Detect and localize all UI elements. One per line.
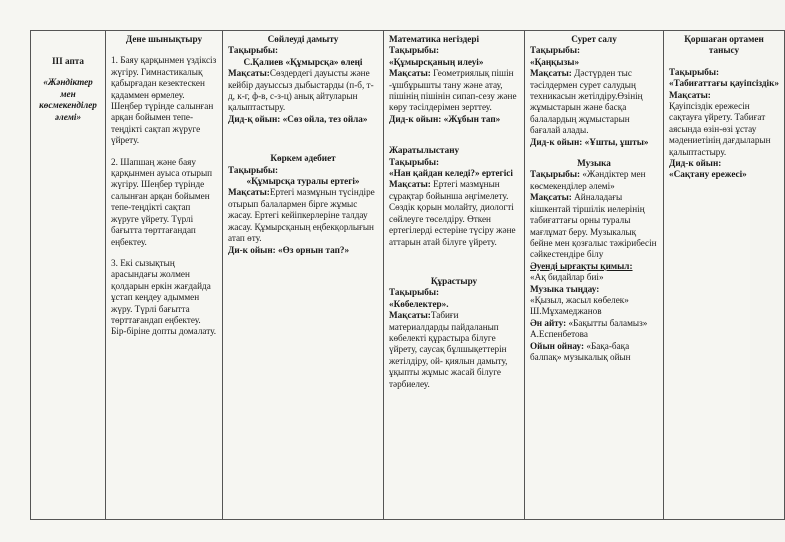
goal-text: Ертегі мазмұнын түсіндіре отырып балалармен бірге жұмыс жасау. Ертегі кейіпкерлеріне талдау жасау. Құмырсқаның еңбекқорлығын атап өту.: [228, 187, 375, 244]
song-label: Ән айту:: [530, 317, 567, 328]
game-text: «Сақтану ережесі»: [669, 169, 747, 180]
goal-label: Мақсаты:: [389, 310, 431, 321]
topic-text: «Жәндіктер мен көсмекенділер әлемі»: [530, 169, 646, 191]
game-text: «Жұбын тап»: [443, 113, 501, 124]
physical-education-cell: [106, 31, 223, 520]
exercise-3: 3. Екі сызықтың арасындағы жолмен қолдарын еркін жағдайда ұстап кеңдеу адыммен жүру. Түрлі бағытта төрттағандап еңбектеу.: [111, 257, 211, 325]
game-label: Ойын ойнау:: [530, 340, 585, 351]
topic-label: Тақырыбы:: [530, 169, 581, 180]
topic-text: «Табиғаттағы қауіпсіздік»: [669, 78, 779, 89]
game-text: «Өз орнын тап?»: [277, 244, 350, 255]
topic-label: Тақырыбы:: [530, 45, 581, 56]
environment-cell: [664, 31, 785, 520]
subject-title: Сурет салу: [571, 34, 617, 44]
art-music-cell: [525, 31, 664, 520]
topic-text: С.Қалиев «Құмырсқа» өлеңі: [243, 56, 363, 67]
topic-text: «Құмырсқа туралы ертегі»: [246, 176, 360, 187]
song-text: «Бақытты баламыз» А.Еспенбетова: [530, 317, 648, 340]
topic-label: Тақырыбы:: [389, 156, 440, 167]
dance-text: «Ақ бидайлар биі»: [530, 272, 604, 283]
week-cell: [31, 31, 106, 520]
topic-label: Тақырыбы:: [389, 45, 440, 56]
goal-label: Мақсаты:: [389, 179, 431, 190]
subject-title: Сөйлеуді дамыту: [267, 34, 339, 44]
week-label: III апта: [51, 56, 84, 66]
game-text: «Ұшты, ұшты»: [584, 136, 649, 147]
topic-label: Тақырыбы:: [669, 66, 720, 77]
listen-label: Музыка тыңдау:: [530, 283, 600, 294]
subject-title: Математика негіздері: [389, 34, 480, 44]
topic-text: «Қаңқызы»: [530, 56, 580, 67]
exercise-1: 1. Баяу қарқынмен үздіксіз жүгіру. Гимнастикалық қабырғадан кезектескен қадаммен өрмелеу. Шеңбер түрінде салынған арқан бойымен тепе-теңдікті сақтап жүруге үйрету.: [111, 55, 217, 146]
topic-label: Тақырыбы:: [228, 164, 279, 175]
goal-label: Мақсаты:: [228, 187, 270, 198]
topic-label: Тақырыбы:: [389, 287, 440, 298]
listen-text: «Қызыл, жасыл көбелек»: [530, 294, 629, 305]
subject-title: Дене шынықтыру: [125, 34, 203, 44]
goal-text: Дәстүрден тыс тәсілдермен сурет салудың техникасын жетілдіру.Өзінің жұмыстарын және басқа балалардың жұмыстарын бағалай алады.: [530, 68, 643, 136]
topic-label: Тақырыбы:: [228, 45, 279, 56]
speech-literature-cell: [223, 31, 384, 520]
game-text: «Бақа-бақа балпақ» музыкалық ойын: [530, 340, 631, 362]
topic-text: «Көбелектер».: [389, 298, 449, 309]
math-science-cell: [384, 31, 525, 520]
goal-label: Мақсаты:: [389, 68, 431, 79]
game-label: Дид-к ойын:: [530, 136, 583, 147]
subject-title: Жаратылыстану: [389, 145, 460, 156]
subject-title: Құрастыру: [430, 275, 478, 286]
game-label: Дид-қ ойын:: [228, 113, 281, 124]
listen-author: Ш.Мұхамеджанов: [530, 306, 602, 317]
exercise-4: Бір-біріне допты домалату.: [111, 326, 217, 337]
topic-text: «Құмырсқаның илеуі»: [389, 56, 484, 67]
game-label: Дид-к ойын:: [669, 158, 722, 169]
goal-text: Ертегі мазмұнын сұрақтар бойынша әңгімелету. Сөздік қорын молайту, диологті сөйлеуге төселдіру. Өткен ертегілерді естеріне түсіру және аттарын атай білуге үйрету.: [389, 179, 516, 247]
game-label: Ди-к ойын:: [228, 244, 276, 255]
subject-title: Музыка: [577, 158, 611, 169]
goal-label: Мақсаты:: [530, 68, 572, 79]
week-theme: «Жәндіктер мен көсмекенділер әлемі»: [39, 77, 97, 122]
subject-title: Қоршаған ортамен танысу: [684, 34, 764, 56]
game-label: Дид-к ойын:: [389, 113, 442, 124]
table-row: [31, 31, 785, 520]
goal-text: Қауіпсіздік ережесін сақтауға үйрету. Табиғат аясында өзін-өзі ұстау мәдениетінің дағдыларын қалыптастыру.: [669, 101, 771, 157]
goal-text: Сөздердегі дауысты және кейбір дауыссыз дыбыстарды (п-б, т-д, к-г, ф-в, с-з-ц) анық айтуларын қалыптастыру.: [228, 68, 374, 113]
goal-text: Айналадағы кішкентай тіршілік иелерінің табиғаттағы орны туралы мағлұмат беру. Музыкалық бейне мен қозғалыс тәжірибесін сәйкестендіре білу: [530, 192, 657, 260]
game-text: «Сөз ойла, тез ойла»: [282, 113, 368, 124]
exercise-2: 2. Шапшаң және баяу қарқынмен ауыса отырып жүгіру. Шеңбер түрінде салынған арқан бойымен тепе-теңдікті сақтап жүруге үйрету. Түрлі бағытта төрттағандап еңбектеу.: [111, 156, 213, 247]
goal-label: Мақсаты:: [669, 89, 711, 100]
goal-text: Геометриялық пішін -ұшбұрышты тану және атау, пішінің пішінін сипап-сезу және көру тәсілдерімен зерттеу.: [389, 68, 517, 113]
dance-label: Әуенді ырғақты қимыл:: [530, 260, 633, 271]
goal-label: Мақсаты:: [228, 68, 270, 79]
topic-text: «Нан қайдан келеді?» ертегісі: [389, 168, 513, 179]
goal-text: Табиғи материалдарды пайдаланып көбелекті құрастыра білуге үйрету, саусақ бұлшықеттерін жетілдіру, ой- қиялын дамыту, ұқыпты жұмыс жасай білуге тәрбиелеу.: [389, 310, 508, 389]
lesson-plan-table: [30, 30, 785, 520]
subject-title: Көркем әдебиет: [270, 153, 336, 164]
goal-label: Мақсаты:: [530, 192, 572, 203]
